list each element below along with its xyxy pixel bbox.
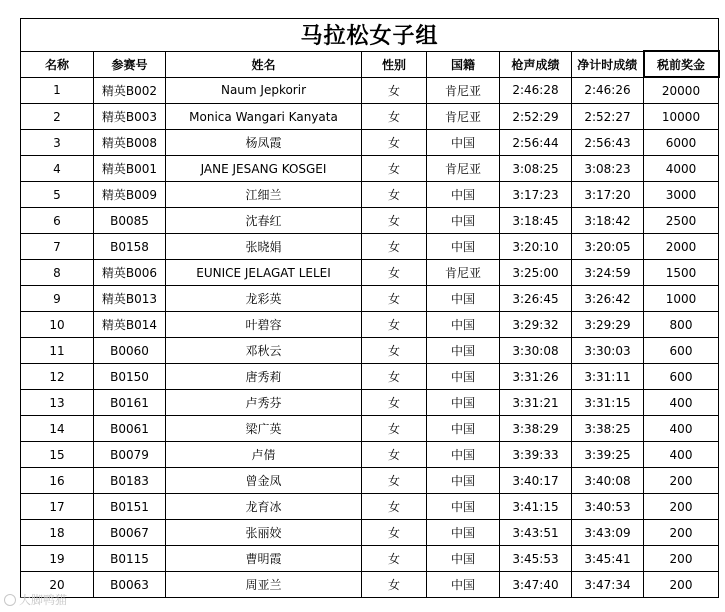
net-time-cell: 2:46:26 [572, 77, 644, 104]
header-gender: 性别 [362, 51, 427, 77]
gun-time-cell: 3:31:21 [500, 390, 572, 416]
gun-time-cell: 3:08:25 [500, 156, 572, 182]
gender-cell: 女 [362, 260, 427, 286]
bib-cell: B0060 [94, 338, 166, 364]
prize-cell: 3000 [644, 182, 719, 208]
table-row [21, 130, 719, 156]
gun-time-cell: 3:43:51 [500, 520, 572, 546]
table-row [21, 286, 719, 312]
gender-cell: 女 [362, 364, 427, 390]
net-time-cell: 3:43:09 [572, 520, 644, 546]
bib-cell: B0067 [94, 520, 166, 546]
name-cell: 周亚兰 [166, 572, 362, 598]
prize-cell: 400 [644, 442, 719, 468]
table-row [21, 468, 719, 494]
net-time-cell: 3:31:15 [572, 390, 644, 416]
table-body [21, 77, 719, 598]
prize-cell: 800 [644, 312, 719, 338]
net-time-cell: 3:17:20 [572, 182, 644, 208]
gun-time-cell: 3:31:26 [500, 364, 572, 390]
gender-cell: 女 [362, 416, 427, 442]
net-time-cell: 3:29:29 [572, 312, 644, 338]
net-time-cell: 3:30:03 [572, 338, 644, 364]
rank-cell: 5 [21, 182, 94, 208]
nationality-cell: 中国 [427, 520, 500, 546]
prize-cell: 1500 [644, 260, 719, 286]
name-cell: 曾金凤 [166, 468, 362, 494]
gender-cell: 女 [362, 77, 427, 104]
gender-cell: 女 [362, 234, 427, 260]
watermark [4, 591, 67, 608]
bib-cell: 精英B013 [94, 286, 166, 312]
gender-cell: 女 [362, 182, 427, 208]
bib-cell: B0063 [94, 572, 166, 598]
gun-time-cell: 3:26:45 [500, 286, 572, 312]
prize-cell: 200 [644, 546, 719, 572]
table-row [21, 416, 719, 442]
header-rank: 名称 [21, 51, 94, 77]
table-row [21, 546, 719, 572]
rank-cell: 18 [21, 520, 94, 546]
nationality-cell: 中国 [427, 208, 500, 234]
rank-cell: 13 [21, 390, 94, 416]
name-cell: 杨凤霞 [166, 130, 362, 156]
name-cell: 邓秋云 [166, 338, 362, 364]
nationality-cell: 中国 [427, 234, 500, 260]
rank-cell: 8 [21, 260, 94, 286]
nationality-cell: 中国 [427, 468, 500, 494]
gun-time-cell: 3:41:15 [500, 494, 572, 520]
net-time-cell: 3:20:05 [572, 234, 644, 260]
nationality-cell: 中国 [427, 338, 500, 364]
name-cell: 龙育冰 [166, 494, 362, 520]
rank-cell: 3 [21, 130, 94, 156]
table-row [21, 572, 719, 598]
bib-cell: 精英B009 [94, 182, 166, 208]
prize-cell: 200 [644, 572, 719, 598]
prize-cell: 600 [644, 364, 719, 390]
table-row [21, 520, 719, 546]
watermark-text: 大脚鸭猫 [19, 593, 68, 607]
bib-cell: 精英B003 [94, 104, 166, 130]
gun-time-cell: 3:17:23 [500, 182, 572, 208]
rank-cell: 15 [21, 442, 94, 468]
table-row [21, 77, 719, 104]
nationality-cell: 中国 [427, 494, 500, 520]
prize-cell: 4000 [644, 156, 719, 182]
net-time-cell: 3:45:41 [572, 546, 644, 572]
gender-cell: 女 [362, 442, 427, 468]
results-table [20, 18, 720, 598]
nationality-cell: 中国 [427, 312, 500, 338]
gender-cell: 女 [362, 468, 427, 494]
name-cell: Naum Jepkorir [166, 77, 362, 104]
table-row [21, 104, 719, 130]
header-bib: 参赛号 [94, 51, 166, 77]
rank-cell: 7 [21, 234, 94, 260]
net-time-cell: 3:26:42 [572, 286, 644, 312]
prize-cell: 200 [644, 494, 719, 520]
table-row [21, 494, 719, 520]
nationality-cell: 中国 [427, 364, 500, 390]
name-cell: 龙彩英 [166, 286, 362, 312]
gender-cell: 女 [362, 546, 427, 572]
gun-time-cell: 3:40:17 [500, 468, 572, 494]
rank-cell: 11 [21, 338, 94, 364]
gun-time-cell: 2:52:29 [500, 104, 572, 130]
bib-cell: 精英B006 [94, 260, 166, 286]
prize-cell: 200 [644, 520, 719, 546]
gender-cell: 女 [362, 130, 427, 156]
gun-time-cell: 2:56:44 [500, 130, 572, 156]
gun-time-cell: 3:38:29 [500, 416, 572, 442]
net-time-cell: 3:18:42 [572, 208, 644, 234]
gun-time-cell: 3:30:08 [500, 338, 572, 364]
rank-cell: 2 [21, 104, 94, 130]
prize-cell: 2500 [644, 208, 719, 234]
nationality-cell: 肯尼亚 [427, 156, 500, 182]
table-row [21, 338, 719, 364]
table-row [21, 260, 719, 286]
nationality-cell: 中国 [427, 130, 500, 156]
title-row [21, 19, 719, 52]
rank-cell: 1 [21, 77, 94, 104]
header-nationality: 国籍 [427, 51, 500, 77]
gender-cell: 女 [362, 286, 427, 312]
table-row [21, 156, 719, 182]
rank-cell: 16 [21, 468, 94, 494]
bib-cell: B0161 [94, 390, 166, 416]
gender-cell: 女 [362, 338, 427, 364]
gun-time-cell: 3:39:33 [500, 442, 572, 468]
name-cell: 张丽姣 [166, 520, 362, 546]
bib-cell: B0115 [94, 546, 166, 572]
nationality-cell: 中国 [427, 286, 500, 312]
bib-cell: B0079 [94, 442, 166, 468]
gun-time-cell: 3:18:45 [500, 208, 572, 234]
prize-cell: 400 [644, 416, 719, 442]
gun-time-cell: 3:25:00 [500, 260, 572, 286]
prize-cell: 200 [644, 468, 719, 494]
net-time-cell: 3:31:11 [572, 364, 644, 390]
table-row [21, 208, 719, 234]
name-cell: 曹明霞 [166, 546, 362, 572]
header-net-time: 净计时成绩 [572, 51, 644, 77]
gender-cell: 女 [362, 312, 427, 338]
gender-cell: 女 [362, 494, 427, 520]
nationality-cell: 肯尼亚 [427, 104, 500, 130]
gun-time-cell: 2:46:28 [500, 77, 572, 104]
prize-cell: 20000 [644, 77, 719, 104]
prize-cell: 2000 [644, 234, 719, 260]
prize-cell: 400 [644, 390, 719, 416]
name-cell: 沈春红 [166, 208, 362, 234]
rank-cell: 20 [21, 572, 94, 598]
gun-time-cell: 3:45:53 [500, 546, 572, 572]
gun-time-cell: 3:29:32 [500, 312, 572, 338]
rank-cell: 17 [21, 494, 94, 520]
name-cell: 卢倩 [166, 442, 362, 468]
bib-cell: B0183 [94, 468, 166, 494]
name-cell: JANE JESANG KOSGEI [166, 156, 362, 182]
table-row [21, 364, 719, 390]
net-time-cell: 2:56:43 [572, 130, 644, 156]
bib-cell: 精英B001 [94, 156, 166, 182]
bib-cell: B0151 [94, 494, 166, 520]
bib-cell: 精英B014 [94, 312, 166, 338]
nationality-cell: 中国 [427, 182, 500, 208]
bib-cell: 精英B002 [94, 77, 166, 104]
gender-cell: 女 [362, 572, 427, 598]
net-time-cell: 3:39:25 [572, 442, 644, 468]
rank-cell: 9 [21, 286, 94, 312]
gender-cell: 女 [362, 104, 427, 130]
prize-cell: 6000 [644, 130, 719, 156]
prize-cell: 10000 [644, 104, 719, 130]
name-cell: 张晓娟 [166, 234, 362, 260]
nationality-cell: 中国 [427, 572, 500, 598]
gun-time-cell: 3:20:10 [500, 234, 572, 260]
table-row [21, 442, 719, 468]
name-cell: EUNICE JELAGAT LELEI [166, 260, 362, 286]
net-time-cell: 3:40:08 [572, 468, 644, 494]
rank-cell: 4 [21, 156, 94, 182]
nationality-cell: 肯尼亚 [427, 260, 500, 286]
gender-cell: 女 [362, 208, 427, 234]
prize-cell: 1000 [644, 286, 719, 312]
rank-cell: 14 [21, 416, 94, 442]
bib-cell: B0158 [94, 234, 166, 260]
rank-cell: 12 [21, 364, 94, 390]
table-row [21, 390, 719, 416]
nationality-cell: 肯尼亚 [427, 77, 500, 104]
bib-cell: 精英B008 [94, 130, 166, 156]
rank-cell: 6 [21, 208, 94, 234]
header-prize: 税前奖金 [644, 51, 719, 77]
net-time-cell: 3:40:53 [572, 494, 644, 520]
watermark-logo-icon [4, 594, 16, 606]
name-cell: 唐秀莉 [166, 364, 362, 390]
gender-cell: 女 [362, 520, 427, 546]
name-cell: 梁广英 [166, 416, 362, 442]
gender-cell: 女 [362, 156, 427, 182]
table-row [21, 234, 719, 260]
rank-cell: 19 [21, 546, 94, 572]
bib-cell: B0085 [94, 208, 166, 234]
name-cell: 卢秀芬 [166, 390, 362, 416]
nationality-cell: 中国 [427, 442, 500, 468]
table-row [21, 182, 719, 208]
gun-time-cell: 3:47:40 [500, 572, 572, 598]
table-row [21, 312, 719, 338]
rank-cell: 10 [21, 312, 94, 338]
net-time-cell: 3:38:25 [572, 416, 644, 442]
header-gun-time: 枪声成绩 [500, 51, 572, 77]
name-cell: 叶碧容 [166, 312, 362, 338]
nationality-cell: 中国 [427, 390, 500, 416]
prize-cell: 600 [644, 338, 719, 364]
nationality-cell: 中国 [427, 546, 500, 572]
net-time-cell: 3:24:59 [572, 260, 644, 286]
bib-cell: B0061 [94, 416, 166, 442]
net-time-cell: 2:52:27 [572, 104, 644, 130]
name-cell: Monica Wangari Kanyata [166, 104, 362, 130]
net-time-cell: 3:08:23 [572, 156, 644, 182]
table-title: 马拉松女子组 [21, 19, 719, 52]
nationality-cell: 中国 [427, 416, 500, 442]
name-cell: 江细兰 [166, 182, 362, 208]
net-time-cell: 3:47:34 [572, 572, 644, 598]
header-row [21, 51, 719, 77]
bib-cell: B0150 [94, 364, 166, 390]
gender-cell: 女 [362, 390, 427, 416]
header-name: 姓名 [166, 51, 362, 77]
